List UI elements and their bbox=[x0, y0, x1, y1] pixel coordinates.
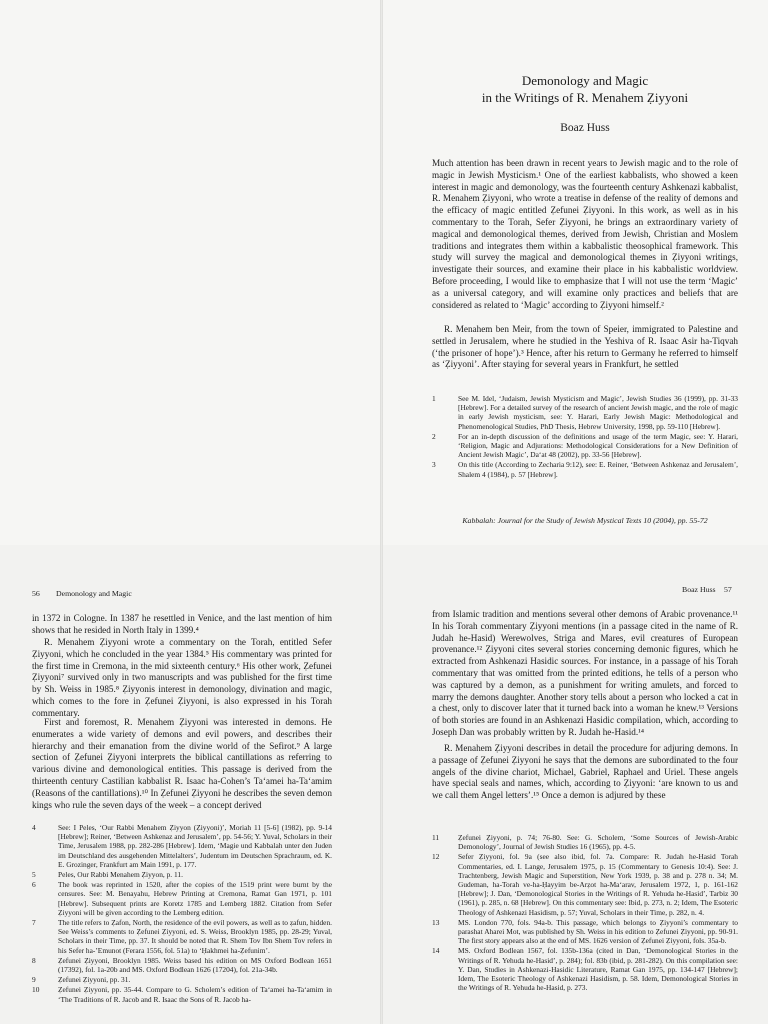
footnote-text: Peles, Our Rabbi Menahem Ẓiyyon, p. 11. bbox=[58, 870, 183, 880]
footnote bbox=[432, 833, 738, 851]
footnote-text: See: I Peles, ‘Our Rabbi Menahem Ẓiyyon (Ẓiyyoni)’, Moriah 11 [5-6] (1982), pp. 9-14 [Hebrew]; Reiner, ‘Between Ashkenaz and Jerusalem’, pp. 54-56; Y. Yuval, Scholars in their Time, Jerusalem 1988, pp. 282-286 [Hebrew]. Idem, ‘Magie und Kabbalah unter den Juden im Deutschland des ausgehenden Mittelalters’, Judentum im Deutschen Sprachraum, ed. K. E. Grozinger, Frankfurt am Main 1991, p. 177. bbox=[58, 823, 332, 869]
right-body-paragraph-1: from Islamic tradition and mentions several other demons of Arabic provenance.¹¹ In his Torah commentary Ẓiyyoni mentions (in a passage cited in the name of R. Judah he-Hasid) Werewolves, Striga and Mares, evil creatures of European provenance.¹² Ẓiyyoni cites several stories concerning demonic figures, which he extracted from Ashkenazi Hasidic sources. For instance, in a passage of his Torah commentary that was omitted from the printed editions, he tells of a person who was captured by a demon, as a punishment for writing amulets, and forced to marry the demons daughter. Another story tells about a person who locked a cat in a chest, only to discover later that it turned back into a woman he knew.¹³ Versions of both stories are found in an Ashkenazi Hasidic compilation, which, according to Joseph Dan was probably written by R. Judah he-Hasid.¹⁴ bbox=[432, 609, 738, 737]
footnote-text: See M. Idel, ‘Judaism, Jewish Mysticism and Magic’, Jewish Studies 36 (1999), pp. 31-33 [Hebrew]. For a detailed survey of the research of ancient Jewish magic, and the role of magic in early Jewish mysticism, see: Y. Harari, Early Jewish Magic: Methodological and Phenomenological Studies, PhD Thesis, Hebrew University, 1998, pp. 59-110 [Hebrew]. bbox=[458, 394, 738, 431]
journal-footer: Kabbalah: Journal for the Study of Jewish Mystical Texts 10 (2004), pp. 55-72 bbox=[462, 516, 708, 525]
footnote-number: 11 bbox=[432, 833, 440, 842]
footnote-number: 5 bbox=[32, 870, 36, 880]
footnote bbox=[32, 823, 332, 869]
footnote bbox=[32, 870, 332, 879]
footnote-text: The book was reprinted in 1520, after the copies of the 1519 print were burnt by the censures. See: M. Benayahu, Hebrew Printing at Cremona, Ramat Gan 1971, p. 101 [Hebrew]. Subsequent prints are Koretz 1785 and Lemberg 1882. Citation from Sefer Ẓiyyoni will be given according to the Lemberg edition. bbox=[58, 880, 332, 917]
footnote-number: 1 bbox=[432, 394, 436, 403]
footnote-text: Ẓefunei Ẓiyyoni, pp. 31. bbox=[58, 975, 131, 985]
top-body-paragraph-2: R. Menahem ben Meir, from the town of Speier, immigrated to Palestine and settled in Jerusalem, where he studied in the Yeshiva of R. Isaac Asir ha-Tiqvah (‘the prisoner of hope’).³ Hence, after his return to Germany he referred to himself as ‘Ẓiyyoni’. After staying for several years in Frankfurt, he settled bbox=[432, 324, 738, 370]
left-body-paragraph-2: R. Menahem Ẓiyyoni wrote a commentary on the Torah, entitled Sefer Ẓiyyoni, which he concluded in the year 1384.⁵ His commentary was printed for the first time in Cremona, in the mid sixteenth century.⁶ His other work, Ẓefunei Ẓiyyoni⁷ survived only in two manuscripts and was published for the first time by Sh. Weiss in 1985.⁸ Ẓiyyonis interest in demonology, divination and magic, which comes to the fore in Ẓefunei Ẓiyyoni, is also expressed in his Torah commentary. bbox=[32, 637, 332, 718]
footnote bbox=[432, 918, 738, 946]
footnote-text: Sefer Ẓiyyoni, fol. 9a (see also ibid, fol. 7a. Compare: R. Judah he-Hasid Torah Commentaries, ed. I. Lange, Jerusalem 1975, p. 15 (Commentary to Genesis 10:4). See: J. Trachtenberg, Jewish Magic and Superstition, New York 1939, p. 38 and p. 278 n. 34; M. Gudeman, ha-Torah ve-ha-Ḥayyim be-Arẓot ha-Ma‘arav, Jerusalem 1972, 1, p. 161-162 [Hebrew]; J. Dan, ‘Demonological Stories in the Writings of R. Yehuda he-Hasid’, Tarbiz 30 (1961), p. 285, n. 68 [Hebrew]. On this commentary see: Ibid, p. 273, n. 2; Idem, The Esoteric Theology of Ashkenazi Hasidism, p. 57; Yuval, Scholars in their Time, p. 282, n. 4. bbox=[458, 852, 738, 917]
top-body-paragraph-1: Much attention has been drawn in recent years to Jewish magic and to the role of magic in Jewish Mysticism.¹ One of the earliest kabbalists, who showed a keen interest in magic and demonology, was the fourteenth century Ashkenazi kabbalist, R. Menahem Ẓiyyoni, who wrote a treatise in defense of the reality of demons and the efficacy of magic entitled Ẓefunei Ẓiyyoni. In this work, as well as in his commentary to the Torah, Sefer Ẓiyyoni, he brings an extraordinary variety of magical and demonological themes, derived from Jewish, Christian and Moslem traditions and integrates them within a kabbalistic theosophical framework. This study will survey the magical and demonological themes in Ẓiyyoni writings, investigate their sources, and examine their place in his kabbalistic worldview. Before proceeding, I would like to emphasize that I will not use the term ‘Magic’ as a universal category, and will examine only practices and beliefs that are considered as related to ‘Magic’ according to Ẓiyyoni himself.² bbox=[432, 158, 738, 310]
footnote-number: 3 bbox=[432, 460, 436, 470]
footnote-number: 9 bbox=[32, 975, 36, 985]
footnote bbox=[432, 852, 738, 916]
footnote bbox=[32, 918, 332, 955]
footnote bbox=[432, 946, 738, 992]
article-title bbox=[432, 72, 738, 106]
footnote-number: 8 bbox=[32, 955, 36, 965]
footnote bbox=[32, 880, 332, 917]
page-gutter bbox=[380, 545, 383, 1024]
footnote-number: 6 bbox=[32, 880, 36, 890]
footnote-number: 13 bbox=[432, 917, 440, 927]
footnote bbox=[32, 956, 332, 974]
footnote bbox=[432, 460, 738, 478]
top-footnotes bbox=[432, 394, 738, 480]
footnote-number: 4 bbox=[32, 823, 36, 832]
footnote-number: 14 bbox=[432, 946, 440, 956]
footnote bbox=[432, 432, 738, 460]
right-page-number: 57 bbox=[724, 585, 732, 594]
article-author: Boaz Huss bbox=[560, 122, 610, 134]
footnote-number: 10 bbox=[32, 985, 40, 995]
left-page-number: 56 bbox=[32, 589, 40, 598]
footnote-text: On this title (According to Zecharia 9:12), see: E. Reiner, ‘Between Ashkenaz and Jerusalem’, Shalem 4 (1984), p. 57 [Hebrew]. bbox=[458, 460, 738, 479]
footnote-text: MS. London 770, fols. 94a-b. This passage, which belongs to Ẓiyyoni’s commentary to parashat Aharei Mot, was published by Sh. Weiss in his edition to Ẓefunei Ẓiyyoni, pp. 90-91. The first story appears also at the end of MS. 1626 version of Ẓefunei Ẓiyyoni, fols. 35a-b. bbox=[458, 917, 738, 946]
footnote-number: 7 bbox=[32, 918, 36, 928]
footnote bbox=[32, 985, 332, 1003]
footnote-text: Ẓefunei Ẓiyyoni, pp. 35-44. Compare to G. Scholem’s edition of Ta‘amei ha-Ta‘amim in ‘The Traditions of R. Jacob and R. Isaac the Sons of R. Jacob ha- bbox=[58, 985, 332, 1004]
left-body-paragraph-3: First and foremost, R. Menahem Ẓiyyoni was interested in demons. He enumerates a wide variety of demons and evil powers, and describes their hierarchy and their emanation from the divine world of the Sefirot.⁹ A large section of Ẓefunei Ẓiyyoni interprets the biblical cantillations as referring to various divine and demonological entities. This passage is derived from the thirteenth century Castilian kabbalist R. Isaac ha-Cohen’s Ta‘amei ha-Ta‘amim (Reasons of the cantillations).¹⁰ In Ẓefunei Ẓiyyoni he describes the seven demon kings who rule the seven days of the week – a concept derived bbox=[32, 717, 332, 810]
right-body-paragraph-2: R. Menahem Ẓiyyoni describes in detail the procedure for adjuring demons. In a passage of Ẓefunei Ẓiyyoni he says that the demons are subordinated to the four angels of the divine chariot, Michael, Gabriel, Raphael and Uriel. These angels have special seals and names, which, according to Ẓiyyoni: ‘are known to us and we call them Angel letters’.¹⁵ Once a demon is adjured by these bbox=[432, 743, 738, 801]
footnote-text: MS. Oxford Bodlean 1567, fol. 135b-136a (cited in Dan, ‘Demonological Stories in the Writings of R. Yehuda he-Hasid’, p. 284); fol. 83b (ibid, p. 281-282). On this compilation see: Y. Dan, Studies in Ashkenazi-Hasidic Literature, Ramat Gan 1975, pp. 134-147 [Hebrew]; Idem, The Esoteric Theology of Ashkenazi Hasidism, p. 58. Idem, Demonological Stories in the Writings of R. Yehuda he-Hasid, p. 273. bbox=[458, 946, 738, 993]
page-gutter bbox=[380, 0, 383, 545]
left-footnotes bbox=[32, 823, 332, 1005]
title-line-1: Demonology and Magic bbox=[521, 73, 649, 88]
title-line-2: in the Writings of R. Menahem Ẓiyyoni bbox=[481, 90, 689, 105]
left-running-head: Demonology and Magic bbox=[56, 589, 132, 598]
footnote-text: Ẓefunei Ẓiyyoni, p. 74; 76-80. See: G. Scholem, ‘Some Sources of Jewish-Arabic Demonology’, Journal of Jewish Studies 16 (1965), pp. 4-5. bbox=[458, 833, 738, 852]
footnote-number: 12 bbox=[432, 852, 440, 862]
footnote-number: 2 bbox=[432, 431, 436, 441]
footnote-text: Ẓefunei Ẓiyyoni, Brooklyn 1985. Weiss based his edition on MS Oxford Bodlean 1651 (17392), fol. 1a-20b and MS. Oxford Bodlean 1626 (17204), fol. 21a-34b. bbox=[58, 955, 332, 975]
two-page-spread bbox=[0, 545, 768, 1024]
right-running-head: Boaz Huss bbox=[682, 585, 716, 594]
left-body-paragraph-1: in 1372 in Cologne. In 1387 he resettled in Venice, and the last mention of him shows that he resided in North Italy in 1399.⁴ bbox=[32, 613, 332, 635]
right-footnotes bbox=[432, 833, 738, 993]
footnote bbox=[432, 394, 738, 431]
footnote-text: For an in-depth discussion of the definitions and usage of the term Magic, see: Y. Harari, ‘Religion, Magic and Adjurations: Methodological Considerations for a New Definition of Ancient Jewish Magic’, Da‘at 48 (2002), pp. 33-56 [Hebrew]. bbox=[458, 431, 738, 460]
footnote bbox=[32, 975, 332, 984]
footnote-text: The title refers to Ẓafon, North, the residence of the evil powers, as well as to ẓafun, hidden. See Weiss’s comments to Ẓefunei Ẓiyyoni, ed. S. Weiss, Brooklyn 1985, pp. 28-29; Yuval, Scholars in their Time, pp. 37. It should be noted that R. Shem Tov Ibn Shem Tov refers in his Sefer ha-’Emunot (Ferara 1556, fol. 51a) to ‘Ḥakhmei ha-Ẓefunim’. bbox=[58, 918, 332, 955]
